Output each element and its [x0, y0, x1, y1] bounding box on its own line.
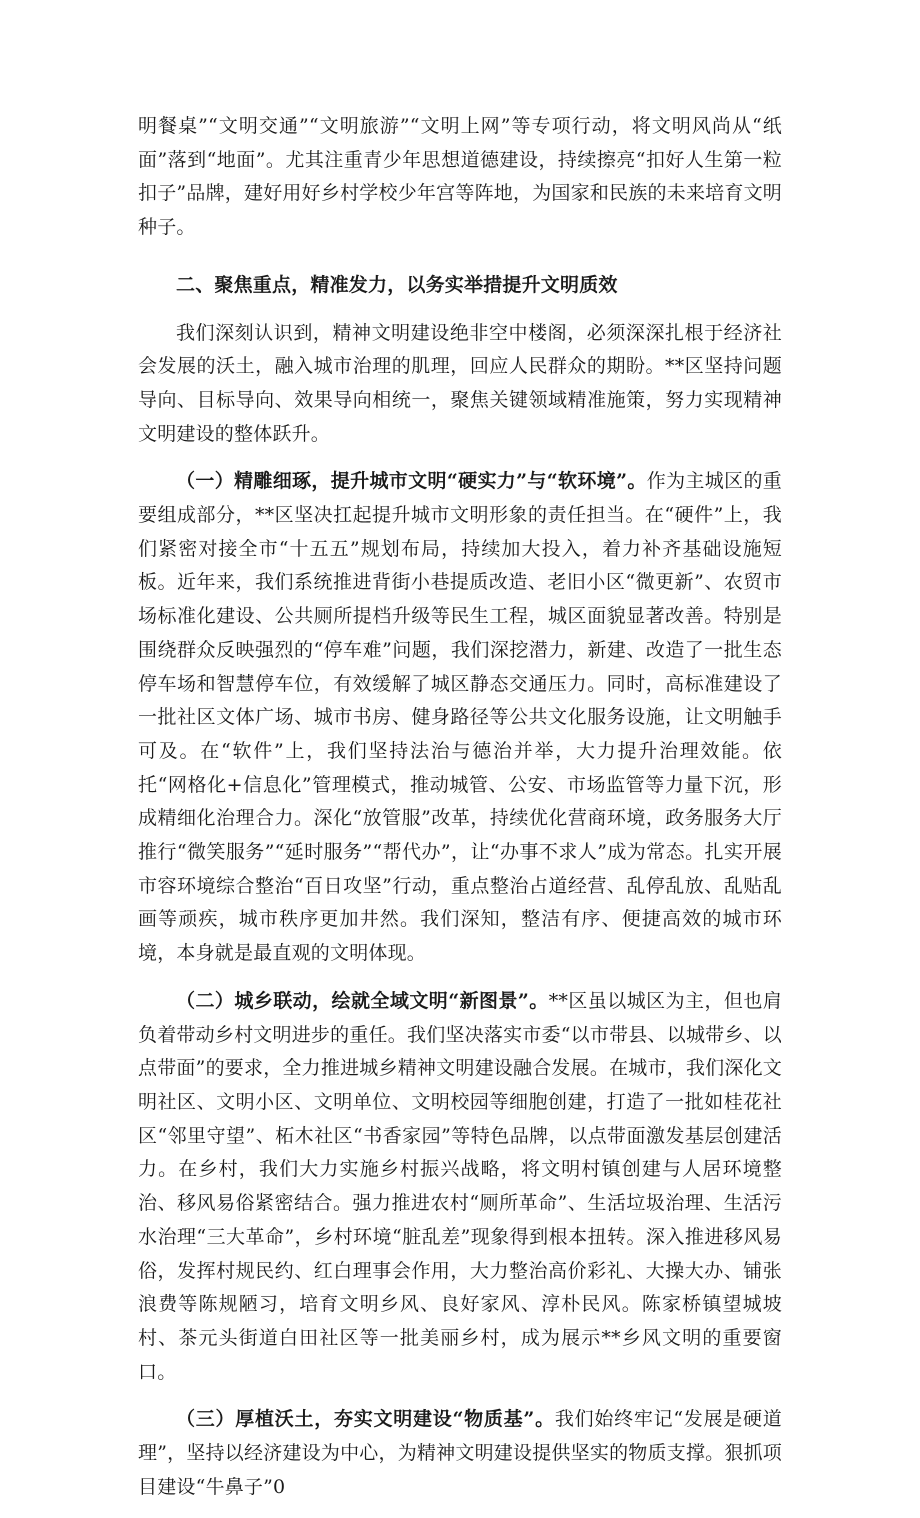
subheading-city-civilization: （一）精雕细琢，提升城市文明“硬实力”与“软环境”。 — [176, 470, 647, 493]
body-material-basis: 我们始终牢记“发展是硬道理”，坚持以经济建设为中心，为精神文明建设提供坚实的物质支撑。狠抓项目建设“牛鼻子”0 — [138, 1408, 782, 1498]
paragraph-intro: 我们深刻认识到，精神文明建设绝非空中楼阁，必须深深扎根于经济社会发展的沃土，融入城市治理的肌理，回应人民群众的期盼。**区坚持问题导向、目标导向、效果导向相统一，聚焦关键领域精准施策，努力实现精神文明建设的整体跃升。 — [138, 321, 782, 445]
paragraph-material-basis — [138, 1403, 782, 1504]
section-heading: 二、聚焦重点，精准发力，以务实举措提升文明质效 — [176, 273, 618, 296]
subheading-urban-rural: （二）城乡联动，绘就全域文明“新图景”。 — [176, 989, 549, 1012]
paragraph-urban-rural — [138, 985, 782, 1389]
paragraph-city-civilization — [138, 465, 782, 971]
paragraph-continued: 明餐桌”“文明交通”“文明旅游”“文明上网”等专项行动，将文明风尚从“纸面”落到“地面”。尤其注重青少年思想道德建设，持续擦亮“扣好人生第一粒扣子”品牌，建好用好乡村学校少年宫等阵地，为国家和民族的未来培育文明种子。 — [138, 115, 782, 239]
document-page — [138, 110, 782, 1518]
body-urban-rural: **区虽以城区为主，但也肩负着带动乡村文明进步的重任。我们坚决落实市委“以市带县、以城带乡、以点带面”的要求，全力推进城乡精神文明建设融合发展。在城市，我们深化文明社区、文明小区、文明单位、文明校园等细胞创建，打造了一批如桂花社区“邻里守望”、柘木社区“书香家园”等特色品牌，以点带面激发基层创建活力。在乡村，我们大力实施乡村振兴战略，将文明村镇创建与人居环境整治、移风易俗紧密结合。强力推进农村“厕所革命”、生活垃圾治理、生活污水治理“三大革命”，乡村环境“脏乱差”现象得到根本扭转。深入推进移风易俗，发挥村规民约、红白理事会作用，大力整治高价彩礼、大操大办、铺张浪费等陈规陋习，培育文明乡风、良好家风、淳朴民风。陈家桥镇望城坡村、茶元头街道白田社区等一批美丽乡村，成为展示**乡风文明的重要窗口。 — [138, 989, 782, 1383]
body-city-civilization: 作为主城区的重要组成部分，**区坚决扛起提升城市文明形象的责任担当。在“硬件”上，我们紧密对接全市“十五五”规划布局，持续加大投入，着力补齐基础设施短板。近年来，我们系统推进背街小巷提质改造、老旧小区“微更新”、农贸市场标准化建设、公共厕所提档升级等民生工程，城区面貌显著改善。特别是围绕群众反映强烈的“停车难”问题，我们深挖潜力，新建、改造了一批生态停车场和智慧停车位，有效缓解了城区静态交通压力。同时，高标准建设了一批社区文体广场、城市书房、健身路径等公共文化服务设施，让文明触手可及。在“软件”上，我们坚持法治与德治并举，大力提升治理效能。依托“网格化+信息化”管理模式，推动城管、公安、市场监管等力量下沉，形成精细化治理合力。深化“放管服”改革，持续优化营商环境，政务服务大厅推行“微笑服务”“延时服务”“帮代办”，让“办事不求人”成为常态。扎实开展市容环境综合整治“百日攻坚”行动，重点整治占道经营、乱停乱放、乱贴乱画等顽疾，城市秩序更加井然。我们深知，整洁有序、便捷高效的城市环境，本身就是最直观的文明体现。 — [138, 470, 782, 965]
subheading-material-basis: （三）厚植沃土，夯实文明建设“物质基”。 — [176, 1408, 555, 1431]
